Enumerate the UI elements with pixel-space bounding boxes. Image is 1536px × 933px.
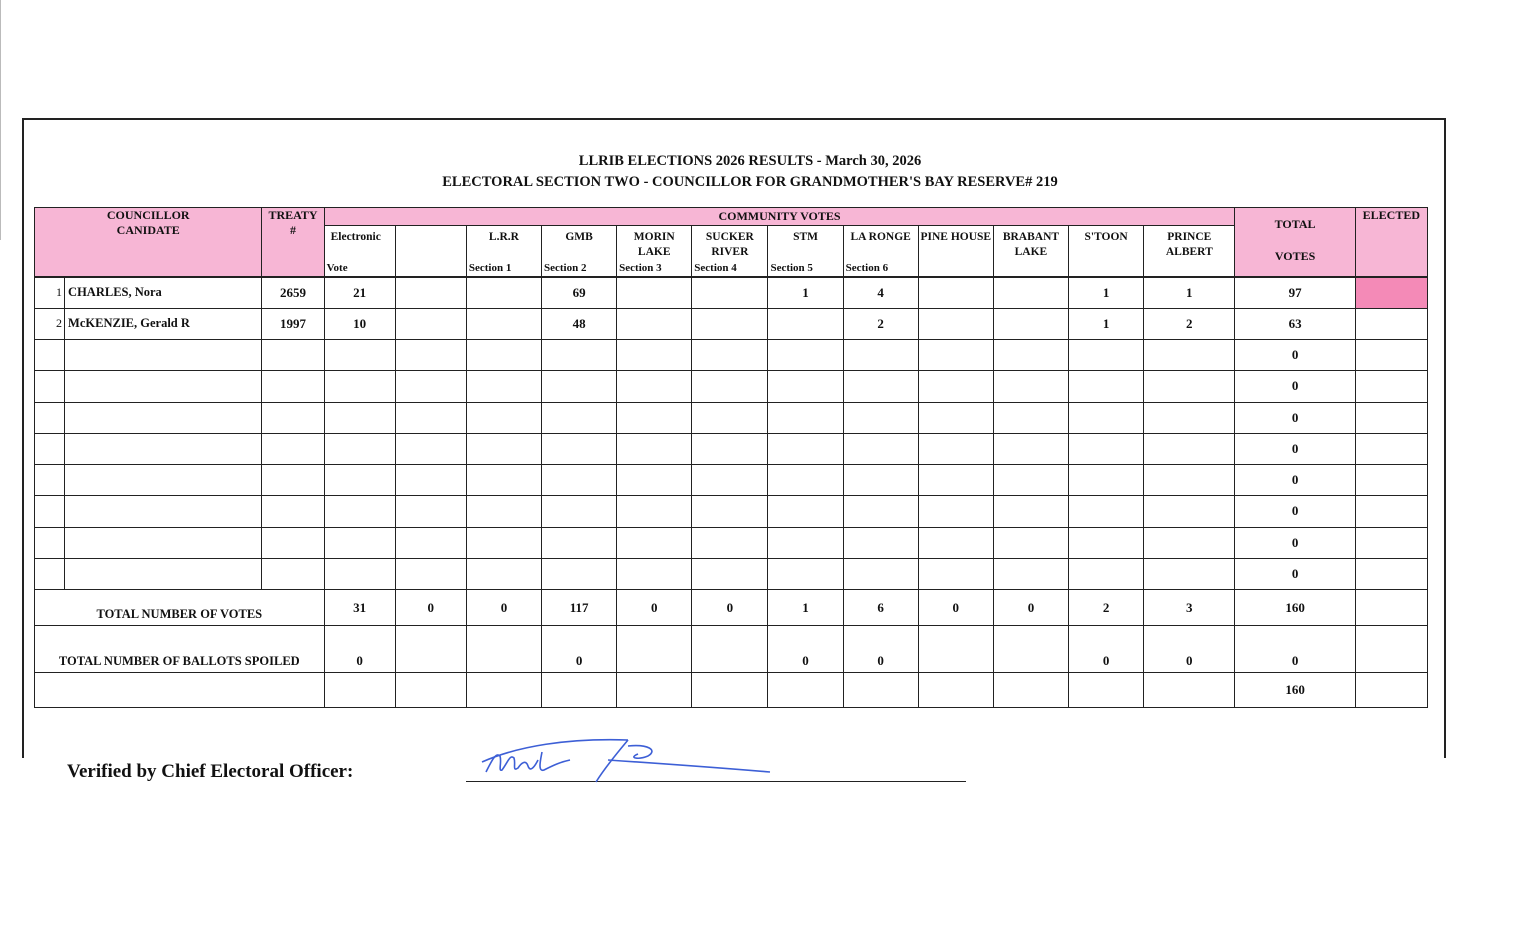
vote-cell bbox=[843, 402, 918, 433]
treaty-number bbox=[262, 433, 324, 464]
vote-cell bbox=[466, 433, 541, 464]
vote-cell bbox=[466, 277, 541, 308]
elected-cell bbox=[1355, 433, 1427, 464]
vote-cell bbox=[692, 371, 768, 402]
vote-cell bbox=[768, 527, 843, 558]
vote-cell bbox=[324, 527, 395, 558]
vote-cell bbox=[542, 340, 617, 371]
header-col-name: BRABANT LAKE bbox=[1002, 231, 1060, 259]
total-votes-cell: 0 bbox=[1235, 433, 1355, 464]
vote-cell bbox=[466, 371, 541, 402]
total-votes-cell: 0 bbox=[1235, 371, 1355, 402]
vote-cell bbox=[993, 308, 1068, 339]
vote-cell bbox=[324, 558, 395, 589]
candidate-name bbox=[65, 371, 262, 402]
vote-cell bbox=[617, 527, 692, 558]
header-col-name: Electronic bbox=[330, 231, 381, 244]
elected-cell bbox=[1355, 371, 1427, 402]
vote-cell bbox=[843, 371, 918, 402]
treaty-number bbox=[262, 496, 324, 527]
vote-cell bbox=[324, 340, 395, 371]
elected-cell bbox=[1355, 672, 1427, 707]
vote-cell bbox=[1144, 496, 1235, 527]
vote-cell bbox=[918, 558, 993, 589]
vote-cell bbox=[1144, 402, 1235, 433]
vote-cell bbox=[993, 433, 1068, 464]
total-vote-value: 1 bbox=[768, 590, 843, 626]
document-subtitle: ELECTORAL SECTION TWO - COUNCILLOR FOR GRANDMOTHER'S BAY RESERVE# 219 bbox=[442, 174, 1058, 190]
empty-cell bbox=[918, 672, 993, 707]
total-vote-value: 6 bbox=[843, 590, 918, 626]
vote-cell bbox=[542, 496, 617, 527]
vote-cell bbox=[768, 340, 843, 371]
header-col-12 bbox=[1144, 226, 1235, 277]
treaty-number bbox=[262, 340, 324, 371]
vote-cell bbox=[395, 277, 466, 308]
page-edge bbox=[0, 0, 1, 240]
vote-cell bbox=[1069, 340, 1144, 371]
header-col-section: Section 4 bbox=[694, 262, 737, 275]
total-vote-value: 0 bbox=[617, 590, 692, 626]
vote-cell bbox=[617, 496, 692, 527]
elected-cell bbox=[1355, 626, 1427, 672]
header-col-section: Section 1 bbox=[468, 262, 512, 275]
spoiled-label: TOTAL NUMBER OF BALLOTS SPOILED bbox=[35, 626, 325, 672]
table-row bbox=[35, 371, 1428, 402]
vote-cell: 48 bbox=[542, 308, 617, 339]
header-treaty: TREATY # bbox=[262, 208, 324, 278]
vote-cell: 1 bbox=[1144, 277, 1235, 308]
vote-cell bbox=[692, 402, 768, 433]
empty-cell bbox=[395, 672, 466, 707]
table-row bbox=[35, 496, 1428, 527]
vote-cell bbox=[466, 527, 541, 558]
vote-cell bbox=[617, 465, 692, 496]
vote-cell bbox=[993, 340, 1068, 371]
total-vote-value: 0 bbox=[395, 590, 466, 626]
candidate-name: CHARLES, Nora bbox=[65, 277, 262, 308]
row-number bbox=[35, 340, 65, 371]
candidate-name: McKENZIE, Gerald R bbox=[65, 308, 262, 339]
vote-cell bbox=[617, 558, 692, 589]
elected-cell bbox=[1355, 402, 1427, 433]
vote-cell: 1 bbox=[1069, 277, 1144, 308]
spoiled-value bbox=[617, 626, 692, 672]
vote-cell bbox=[918, 371, 993, 402]
treaty-number bbox=[262, 402, 324, 433]
vote-cell bbox=[993, 527, 1068, 558]
vote-cell bbox=[466, 402, 541, 433]
table-row bbox=[35, 277, 1428, 308]
vote-cell bbox=[843, 340, 918, 371]
total-vote-value: 3 bbox=[1144, 590, 1235, 626]
elected-cell bbox=[1355, 590, 1427, 626]
vote-cell bbox=[1144, 433, 1235, 464]
total-votes-grand: 160 bbox=[1235, 590, 1355, 626]
empty-cell bbox=[35, 672, 325, 707]
candidate-name bbox=[65, 465, 262, 496]
empty-cell bbox=[324, 672, 395, 707]
vote-cell: 69 bbox=[542, 277, 617, 308]
empty-cell bbox=[466, 672, 541, 707]
vote-cell bbox=[843, 433, 918, 464]
spoiled-value bbox=[918, 626, 993, 672]
vote-cell bbox=[395, 433, 466, 464]
header-col-2 bbox=[395, 226, 466, 277]
candidate-name bbox=[65, 496, 262, 527]
vote-cell bbox=[692, 558, 768, 589]
vote-cell bbox=[692, 433, 768, 464]
header-col-8 bbox=[843, 226, 918, 277]
candidate-name bbox=[65, 340, 262, 371]
vote-cell bbox=[768, 402, 843, 433]
header-col-1 bbox=[324, 226, 395, 277]
vote-cell bbox=[1144, 371, 1235, 402]
vote-cell bbox=[993, 558, 1068, 589]
header-col-name: S'TOON bbox=[1084, 231, 1128, 244]
header-candidate: COUNCILLOR CANIDATE bbox=[35, 208, 262, 278]
vote-cell bbox=[542, 402, 617, 433]
header-col-section: Section 6 bbox=[845, 262, 889, 275]
vote-cell bbox=[918, 340, 993, 371]
vote-cell: 2 bbox=[843, 308, 918, 339]
grand-total-value: 160 bbox=[1235, 672, 1355, 707]
document-title: LLRIB ELECTIONS 2026 RESULTS - March 30, 2026 bbox=[578, 153, 922, 169]
vote-cell bbox=[395, 371, 466, 402]
empty-cell bbox=[692, 672, 768, 707]
table-row bbox=[35, 433, 1428, 464]
candidate-name bbox=[65, 558, 262, 589]
vote-cell bbox=[1144, 465, 1235, 496]
vote-cell bbox=[466, 465, 541, 496]
header-col-section: Vote bbox=[326, 262, 348, 275]
vote-cell bbox=[617, 277, 692, 308]
vote-cell: 1 bbox=[1069, 308, 1144, 339]
total-votes-cell: 0 bbox=[1235, 558, 1355, 589]
vote-cell bbox=[542, 371, 617, 402]
total-votes-row bbox=[35, 590, 1428, 626]
header-col-name: L.R.R bbox=[488, 231, 519, 244]
elected-cell bbox=[1355, 527, 1427, 558]
row-number bbox=[35, 402, 65, 433]
row-number bbox=[35, 371, 65, 402]
vote-cell bbox=[692, 340, 768, 371]
vote-cell bbox=[542, 558, 617, 589]
vote-cell bbox=[395, 558, 466, 589]
candidate-name bbox=[65, 527, 262, 558]
vote-cell bbox=[395, 308, 466, 339]
header-total-votes: TOTAL VOTES bbox=[1235, 208, 1355, 278]
empty-cell bbox=[1144, 672, 1235, 707]
header-col-6 bbox=[692, 226, 768, 277]
row-number bbox=[35, 496, 65, 527]
treaty-number bbox=[262, 527, 324, 558]
header-col-7 bbox=[768, 226, 843, 277]
table-row bbox=[35, 558, 1428, 589]
empty-cell bbox=[1069, 672, 1144, 707]
vote-cell bbox=[843, 496, 918, 527]
spoiled-value: 0 bbox=[768, 626, 843, 672]
vote-cell bbox=[1069, 527, 1144, 558]
vote-cell bbox=[1069, 371, 1144, 402]
row-number bbox=[35, 433, 65, 464]
vote-cell bbox=[466, 308, 541, 339]
vote-cell bbox=[918, 308, 993, 339]
vote-cell bbox=[768, 465, 843, 496]
spoiled-value bbox=[466, 626, 541, 672]
candidate-name bbox=[65, 402, 262, 433]
vote-cell bbox=[768, 496, 843, 527]
treaty-number bbox=[262, 558, 324, 589]
total-votes-cell: 0 bbox=[1235, 402, 1355, 433]
vote-cell bbox=[768, 371, 843, 402]
total-votes-cell: 0 bbox=[1235, 340, 1355, 371]
candidate-name bbox=[65, 433, 262, 464]
vote-cell bbox=[692, 465, 768, 496]
vote-cell bbox=[843, 465, 918, 496]
vote-cell bbox=[466, 496, 541, 527]
vote-cell bbox=[466, 558, 541, 589]
elected-cell bbox=[1355, 308, 1427, 339]
vote-cell bbox=[617, 433, 692, 464]
header-col-name: MORIN LAKE bbox=[633, 231, 675, 259]
vote-cell bbox=[1144, 527, 1235, 558]
table-row bbox=[35, 527, 1428, 558]
table-row bbox=[35, 465, 1428, 496]
total-vote-value: 117 bbox=[542, 590, 617, 626]
vote-cell bbox=[542, 465, 617, 496]
total-votes-cell: 0 bbox=[1235, 496, 1355, 527]
grand-total-row bbox=[35, 672, 1428, 707]
total-votes-label: TOTAL NUMBER OF VOTES bbox=[35, 590, 325, 626]
vote-cell bbox=[324, 465, 395, 496]
signature bbox=[478, 732, 778, 788]
header-col-name: PINE HOUSE bbox=[920, 231, 992, 244]
total-vote-value: 31 bbox=[324, 590, 395, 626]
treaty-number bbox=[262, 465, 324, 496]
row-number bbox=[35, 465, 65, 496]
header-col-name: SUCKER RIVER bbox=[705, 231, 754, 259]
vote-cell bbox=[918, 496, 993, 527]
vote-cell bbox=[395, 465, 466, 496]
spoiled-value bbox=[692, 626, 768, 672]
vote-cell bbox=[1144, 340, 1235, 371]
vote-cell bbox=[768, 558, 843, 589]
vote-cell bbox=[993, 465, 1068, 496]
vote-cell bbox=[324, 371, 395, 402]
row-number: 1 bbox=[35, 277, 65, 308]
row-number bbox=[35, 558, 65, 589]
vote-cell: 10 bbox=[324, 308, 395, 339]
vote-cell bbox=[918, 465, 993, 496]
total-votes-cell: 0 bbox=[1235, 465, 1355, 496]
header-col-name: STM bbox=[793, 231, 818, 244]
vote-cell bbox=[1069, 465, 1144, 496]
header-elected: ELECTED bbox=[1355, 208, 1427, 278]
vote-cell: 4 bbox=[843, 277, 918, 308]
vote-cell bbox=[395, 402, 466, 433]
header-col-name bbox=[396, 226, 466, 230]
header-col-10 bbox=[993, 226, 1068, 277]
total-votes-cell: 0 bbox=[1235, 527, 1355, 558]
elected-cell bbox=[1355, 465, 1427, 496]
vote-cell bbox=[1069, 558, 1144, 589]
vote-cell bbox=[993, 277, 1068, 308]
spoiled-value: 0 bbox=[1069, 626, 1144, 672]
spoiled-value bbox=[993, 626, 1068, 672]
treaty-number bbox=[262, 371, 324, 402]
vote-cell bbox=[395, 527, 466, 558]
vote-cell bbox=[324, 433, 395, 464]
vote-cell bbox=[1069, 496, 1144, 527]
vote-cell bbox=[692, 496, 768, 527]
spoiled-value bbox=[395, 626, 466, 672]
vote-cell bbox=[1144, 558, 1235, 589]
vote-cell: 21 bbox=[324, 277, 395, 308]
treaty-number: 1997 bbox=[262, 308, 324, 339]
vote-cell bbox=[768, 308, 843, 339]
total-vote-value: 0 bbox=[466, 590, 541, 626]
vote-cell bbox=[1069, 433, 1144, 464]
elected-cell bbox=[1355, 277, 1427, 308]
header-col-4 bbox=[542, 226, 617, 277]
treaty-number: 2659 bbox=[262, 277, 324, 308]
vote-cell bbox=[542, 527, 617, 558]
vote-cell bbox=[395, 340, 466, 371]
spoiled-value: 0 bbox=[542, 626, 617, 672]
total-vote-value: 0 bbox=[918, 590, 993, 626]
empty-cell bbox=[542, 672, 617, 707]
elected-cell bbox=[1355, 340, 1427, 371]
vote-cell bbox=[993, 371, 1068, 402]
total-vote-value: 0 bbox=[692, 590, 768, 626]
header-col-section: Section 3 bbox=[619, 262, 662, 275]
row-number: 2 bbox=[35, 308, 65, 339]
table-row bbox=[35, 402, 1428, 433]
vote-cell bbox=[617, 308, 692, 339]
empty-cell bbox=[843, 672, 918, 707]
header-community-votes: COMMUNITY VOTES bbox=[324, 208, 1235, 226]
table-row bbox=[35, 308, 1428, 339]
header-col-section: Section 5 bbox=[770, 262, 813, 275]
table-row bbox=[35, 340, 1428, 371]
vote-cell bbox=[617, 371, 692, 402]
empty-cell bbox=[993, 672, 1068, 707]
total-votes-cell: 63 bbox=[1235, 308, 1355, 339]
header-col-section: Section 2 bbox=[544, 262, 587, 275]
row-number bbox=[35, 527, 65, 558]
vote-cell bbox=[918, 402, 993, 433]
vote-cell bbox=[768, 433, 843, 464]
header-col-name: LA RONGE bbox=[850, 231, 911, 244]
vote-cell bbox=[324, 402, 395, 433]
vote-cell bbox=[692, 277, 768, 308]
vote-cell bbox=[918, 527, 993, 558]
vote-cell bbox=[692, 527, 768, 558]
elected-cell bbox=[1355, 558, 1427, 589]
vote-cell bbox=[395, 496, 466, 527]
elected-cell bbox=[1355, 496, 1427, 527]
header-col-9 bbox=[918, 226, 993, 277]
vote-cell bbox=[843, 558, 918, 589]
header-col-5 bbox=[617, 226, 692, 277]
empty-cell bbox=[617, 672, 692, 707]
vote-cell bbox=[918, 277, 993, 308]
header-col-3 bbox=[466, 226, 541, 277]
vote-cell bbox=[617, 402, 692, 433]
vote-cell: 2 bbox=[1144, 308, 1235, 339]
total-votes-cell: 97 bbox=[1235, 277, 1355, 308]
vote-cell bbox=[692, 308, 768, 339]
vote-cell: 1 bbox=[768, 277, 843, 308]
vote-cell bbox=[1069, 402, 1144, 433]
header-col-11 bbox=[1069, 226, 1144, 277]
vote-cell bbox=[843, 527, 918, 558]
total-vote-value: 0 bbox=[993, 590, 1068, 626]
vote-cell bbox=[918, 433, 993, 464]
spoiled-value: 0 bbox=[843, 626, 918, 672]
total-vote-value: 2 bbox=[1069, 590, 1144, 626]
vote-cell bbox=[993, 402, 1068, 433]
spoiled-total: 0 bbox=[1235, 626, 1355, 672]
empty-cell bbox=[768, 672, 843, 707]
spoiled-row bbox=[35, 626, 1428, 672]
results-table bbox=[34, 207, 1428, 708]
vote-cell bbox=[324, 496, 395, 527]
vote-cell bbox=[542, 433, 617, 464]
spoiled-value: 0 bbox=[1144, 626, 1235, 672]
vote-cell bbox=[617, 340, 692, 371]
verified-label: Verified by Chief Electoral Officer: bbox=[67, 761, 354, 782]
spoiled-value: 0 bbox=[324, 626, 395, 672]
header-col-name: PRINCE ALBERT bbox=[1165, 231, 1213, 259]
header-col-name: GMB bbox=[565, 231, 593, 244]
vote-cell bbox=[466, 340, 541, 371]
vote-cell bbox=[993, 496, 1068, 527]
